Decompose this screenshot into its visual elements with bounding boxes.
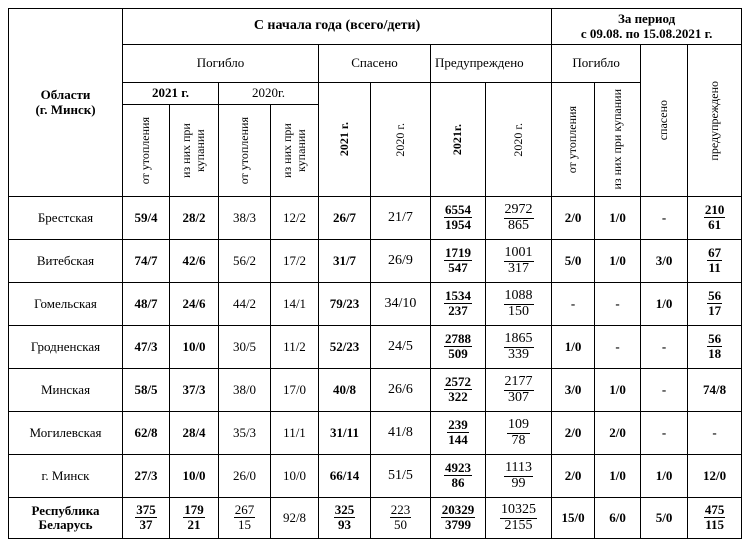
d21-drown-label: от утопления <box>138 116 153 185</box>
s21-cell: 26/7 <box>319 197 371 240</box>
p-warned-cell: $\frac{210}{61}$ <box>688 197 742 240</box>
period-drown-label: от утопления <box>565 105 580 174</box>
d20-bath-cell: 11/2 <box>271 326 319 369</box>
p-drown-cell: 1/0 <box>552 326 595 369</box>
w20-cell: $\frac{1001}{317}$ <box>486 240 552 283</box>
s21-cell: 52/23 <box>319 326 371 369</box>
p-drown-cell: - <box>552 283 595 326</box>
total-region: Республика Беларусь <box>9 498 123 539</box>
regions-header-label: Области (г. Минск) <box>35 86 96 117</box>
d20-drown-cell: 30/5 <box>219 326 271 369</box>
p-bath-cell: 1/0 <box>595 369 641 412</box>
p-warned-cell: 12/0 <box>688 455 742 498</box>
saved-2020-label: 2020 г. <box>392 122 407 157</box>
p-saved-cell: - <box>641 326 688 369</box>
period-warned-header <box>688 45 742 197</box>
w20-cell: $\frac{1113}{99}$ <box>486 455 552 498</box>
p-bath-cell: - <box>595 326 641 369</box>
p-warned-cell: - <box>688 412 742 455</box>
year-2020-header: 2020г. <box>219 83 319 105</box>
saved-2020-header <box>371 83 431 197</box>
d21-bath-cell: 28/2 <box>170 197 219 240</box>
period-bath-header <box>595 83 641 197</box>
d20-bath-cell: 10/0 <box>271 455 319 498</box>
d20-bath-header <box>271 105 319 197</box>
d21-drown-cell: 62/8 <box>123 412 170 455</box>
w20-cell: $\frac{109}{78}$ <box>486 412 552 455</box>
total-row <box>9 498 742 539</box>
w20-cell: $\frac{1088}{150}$ <box>486 283 552 326</box>
year-2021-header: 2021 г. <box>123 83 219 105</box>
warned-2020-label: 2020 г. <box>510 122 525 157</box>
d20-drown-cell: 44/2 <box>219 283 271 326</box>
s21-cell: 31/11 <box>319 412 371 455</box>
region-row <box>9 240 742 283</box>
w20-cell: $\frac{2972}{865}$ <box>486 197 552 240</box>
d21-drown-cell: 58/5 <box>123 369 170 412</box>
region-row <box>9 412 742 455</box>
d21-bath-cell: 10/0 <box>170 326 219 369</box>
saved-2021-header <box>319 83 371 197</box>
total-d21-drown: $\frac{375}{37}$ <box>123 498 170 539</box>
d20-drown-cell: 35/3 <box>219 412 271 455</box>
d20-drown-cell: 56/2 <box>219 240 271 283</box>
d21-drown-cell: 27/3 <box>123 455 170 498</box>
w21-cell: $\frac{239}{144}$ <box>431 412 486 455</box>
period-died-header: Погибло <box>552 45 641 83</box>
total-d20-drown: $\frac{267}{15}$ <box>219 498 271 539</box>
w21-cell: $\frac{6554}{1954}$ <box>431 197 486 240</box>
s21-cell: 66/14 <box>319 455 371 498</box>
region-name: г. Минск <box>9 455 123 498</box>
region-name: Гомельская <box>9 283 123 326</box>
region-row <box>9 197 742 240</box>
d21-drown-cell: 47/3 <box>123 326 170 369</box>
s20-cell: 34/10 <box>371 283 431 326</box>
warned-2020-header <box>486 83 552 197</box>
total-s21: $\frac{325}{93}$ <box>319 498 371 539</box>
w21-cell: $\frac{1719}{547}$ <box>431 240 486 283</box>
d21-bath-cell: 10/0 <box>170 455 219 498</box>
p-warned-cell: $\frac{56}{17}$ <box>688 283 742 326</box>
p-bath-cell: 2/0 <box>595 412 641 455</box>
drowning-statistics-table <box>8 8 742 539</box>
w20-cell: $\frac{1865}{339}$ <box>486 326 552 369</box>
d20-drown-header <box>219 105 271 197</box>
p-drown-cell: 2/0 <box>552 197 595 240</box>
warned-2021-label: 2021г. <box>450 123 465 156</box>
d21-bath-label: из них при купании <box>179 123 207 178</box>
p-saved-cell: - <box>641 197 688 240</box>
w21-cell: $\frac{2572}{322}$ <box>431 369 486 412</box>
p-bath-cell: - <box>595 283 641 326</box>
warned-2021-header <box>431 83 486 197</box>
period-saved-header <box>641 45 688 197</box>
p-warned-cell: 74/8 <box>688 369 742 412</box>
total-d21-bath: $\frac{179}{21}$ <box>170 498 219 539</box>
d20-bath-cell: 11/1 <box>271 412 319 455</box>
p-drown-cell: 5/0 <box>552 240 595 283</box>
s21-cell: 79/23 <box>319 283 371 326</box>
period-header-label: За период с 09.08. по 15.08.2021 г. <box>580 10 713 41</box>
d21-bath-cell: 42/6 <box>170 240 219 283</box>
d20-drown-cell: 38/0 <box>219 369 271 412</box>
s20-cell: 51/5 <box>371 455 431 498</box>
d20-bath-cell: 17/2 <box>271 240 319 283</box>
d21-bath-cell: 24/6 <box>170 283 219 326</box>
p-saved-cell: - <box>641 369 688 412</box>
total-p-saved: 5/0 <box>641 498 688 539</box>
d21-drown-header <box>123 105 170 197</box>
region-name: Гродненская <box>9 326 123 369</box>
p-bath-cell: 1/0 <box>595 455 641 498</box>
saved-header: Спасено <box>319 45 431 83</box>
region-row <box>9 283 742 326</box>
d21-bath-cell: 37/3 <box>170 369 219 412</box>
p-saved-cell: - <box>641 412 688 455</box>
period-drown-header <box>552 83 595 197</box>
p-drown-cell: 2/0 <box>552 412 595 455</box>
d20-drown-cell: 38/3 <box>219 197 271 240</box>
region-name: Минская <box>9 369 123 412</box>
d20-bath-label: из них при купании <box>279 123 308 178</box>
died-header: Погибло <box>123 45 319 83</box>
w21-cell: $\frac{2788}{509}$ <box>431 326 486 369</box>
period-bath-label: из них при купании <box>609 89 624 190</box>
total-d20-bath: 92/8 <box>271 498 319 539</box>
p-saved-cell: 3/0 <box>641 240 688 283</box>
d20-bath-cell: 12/2 <box>271 197 319 240</box>
d20-drown-cell: 26/0 <box>219 455 271 498</box>
total-p-drown: 15/0 <box>552 498 595 539</box>
total-p-warned: $\frac{475}{115}$ <box>688 498 742 539</box>
d21-drown-cell: 59/4 <box>123 197 170 240</box>
s21-cell: 40/8 <box>319 369 371 412</box>
total-p-bath: 6/0 <box>595 498 641 539</box>
s20-cell: 21/7 <box>371 197 431 240</box>
region-name: Брестская <box>9 197 123 240</box>
p-saved-cell: 1/0 <box>641 455 688 498</box>
p-warned-cell: $\frac{67}{11}$ <box>688 240 742 283</box>
s20-cell: 41/8 <box>371 412 431 455</box>
region-name: Витебская <box>9 240 123 283</box>
total-w21: $\frac{20329}{3799}$ <box>431 498 486 539</box>
p-bath-cell: 1/0 <box>595 197 641 240</box>
d20-bath-cell: 17/0 <box>271 369 319 412</box>
period-header <box>552 9 742 45</box>
region-row <box>9 326 742 369</box>
period-warned-label: предупреждено <box>706 80 721 161</box>
since-start-header: С начала года (всего/дети) <box>123 9 552 45</box>
region-name: Могилевская <box>9 412 123 455</box>
d20-drown-label: от утопления <box>236 116 251 185</box>
regions-header <box>9 9 123 197</box>
d21-drown-cell: 74/7 <box>123 240 170 283</box>
warned-header: Предупреждено <box>431 45 552 83</box>
region-row <box>9 455 742 498</box>
p-drown-cell: 2/0 <box>552 455 595 498</box>
w21-cell: $\frac{4923}{86}$ <box>431 455 486 498</box>
period-saved-label: спасено <box>656 100 671 141</box>
saved-2021-label: 2021 г. <box>336 122 351 157</box>
d21-bath-header <box>170 105 219 197</box>
s20-cell: 24/5 <box>371 326 431 369</box>
p-drown-cell: 3/0 <box>552 369 595 412</box>
s20-cell: 26/6 <box>371 369 431 412</box>
p-saved-cell: 1/0 <box>641 283 688 326</box>
d21-bath-cell: 28/4 <box>170 412 219 455</box>
s21-cell: 31/7 <box>319 240 371 283</box>
p-bath-cell: 1/0 <box>595 240 641 283</box>
w20-cell: $\frac{2177}{307}$ <box>486 369 552 412</box>
d21-drown-cell: 48/7 <box>123 283 170 326</box>
d20-bath-cell: 14/1 <box>271 283 319 326</box>
region-row <box>9 369 742 412</box>
total-s20: $\frac{223}{50}$ <box>371 498 431 539</box>
s20-cell: 26/9 <box>371 240 431 283</box>
total-w20: $\frac{10325}{2155}$ <box>486 498 552 539</box>
p-warned-cell: $\frac{56}{18}$ <box>688 326 742 369</box>
w21-cell: $\frac{1534}{237}$ <box>431 283 486 326</box>
